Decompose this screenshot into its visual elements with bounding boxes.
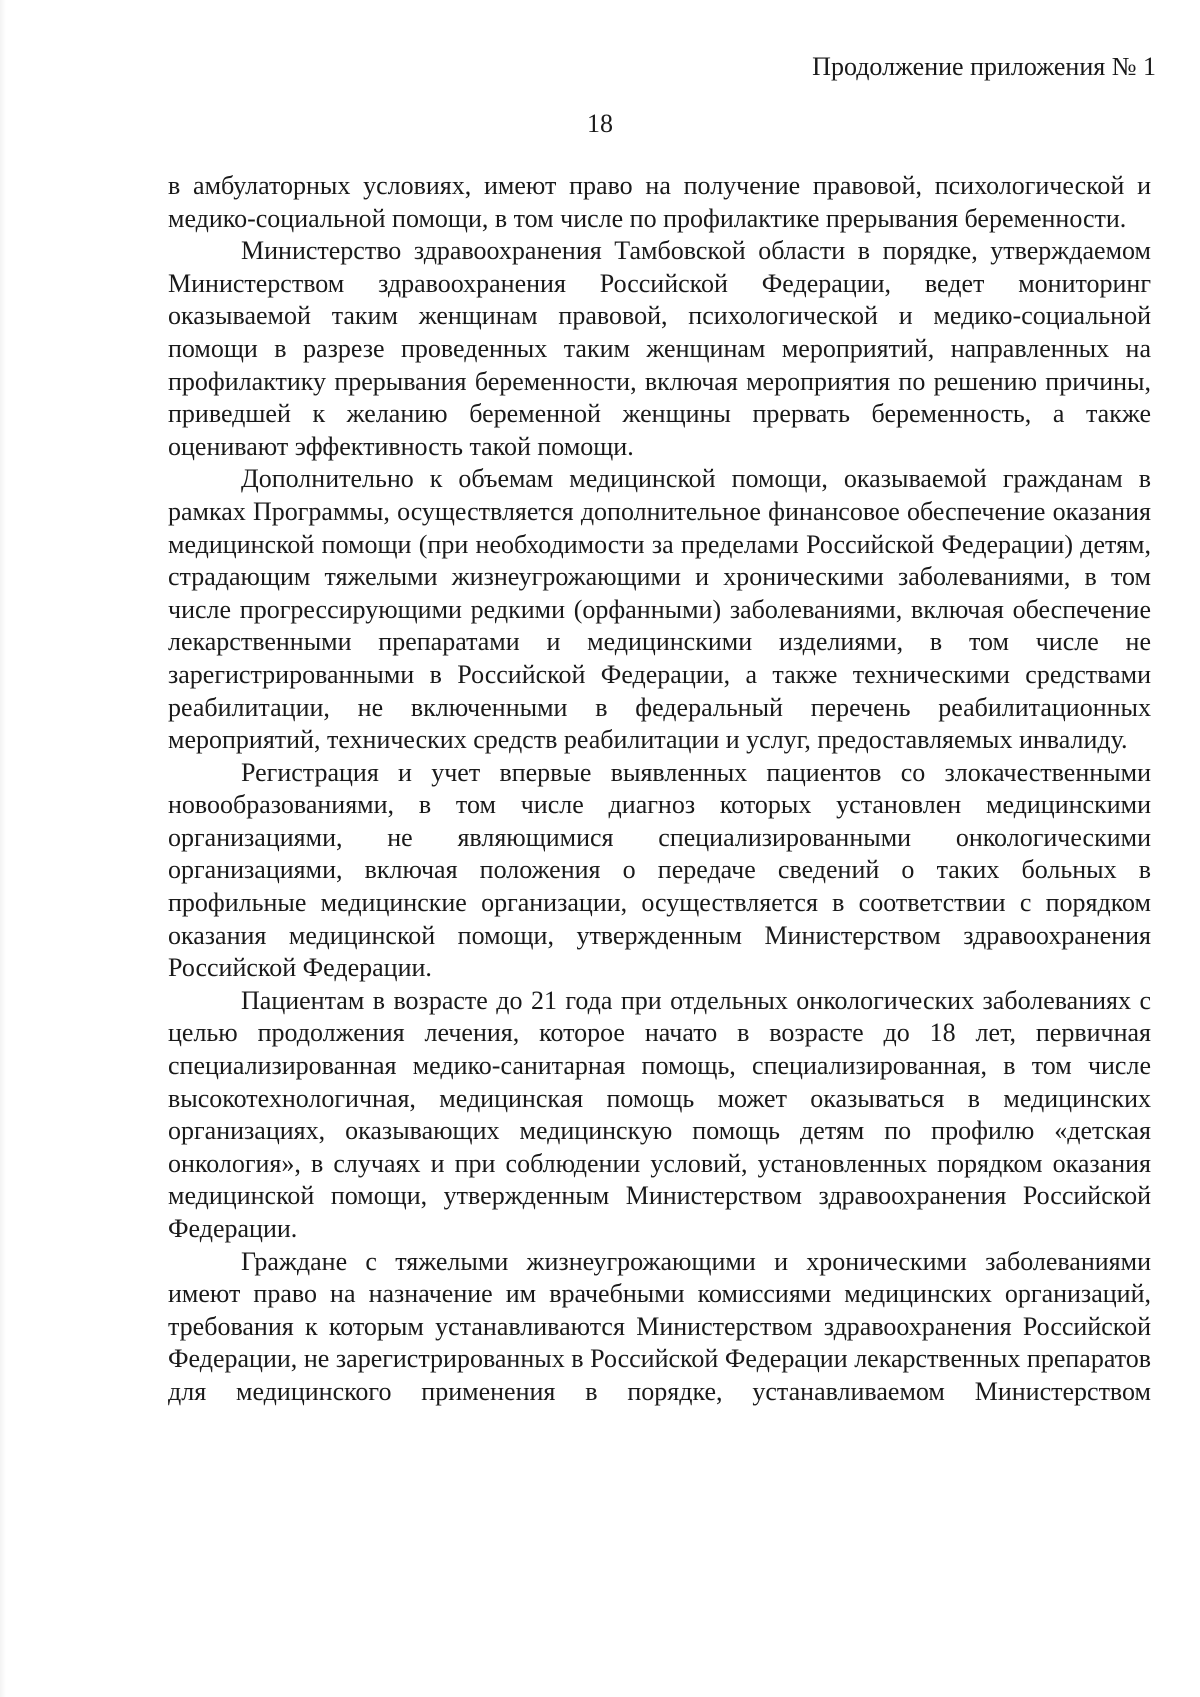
paragraph-6: Граждане с тяжелыми жизнеугрожающими и хроническими заболеваниями имеют право на назначение им врачебными комиссиями медицинских организаций, требования к которым устанавливаются Министерством здравоохранения Российской Федерации, не зарегистрированных в Российской Федерации лекарственных препаратов для медицинского применения в порядке, устанавливаемом Министерством bbox=[168, 1246, 1151, 1406]
document-body bbox=[168, 170, 1151, 1409]
paragraph-2: Министерство здравоохранения Тамбовской области в порядке, утверждаемом Министерством здравоохранения Российской Федерации, ведет мониторинг оказываемой таким женщинам правовой, психологической и медико-социальной помощи в разрезе проведенных таким женщинам мероприятий, направленных на профилактику прерывания беременности, включая мероприятия по решению причины, приведшей к желанию беременной женщины прервать беременность, а также оценивают эффективность такой помощи. bbox=[168, 236, 1151, 461]
paragraph-5: Пациентам в возрасте до 21 года при отдельных онкологических заболеваниях с целью продолжения лечения, которое начато в возрасте до 18 лет, первичная специализированная медико-санитарная помощь, специализированная, в том числе высокотехнологичная, медицинская помощь может оказываться в медицинских организациях, оказывающих медицинскую помощь детям по профилю «детская онкология», в случаях и при соблюдении условий, установленных порядком оказания медицинской помощи, утвержденным Министерством здравоохранения Российской Федерации. bbox=[168, 985, 1151, 1243]
scan-edge-shadow bbox=[0, 0, 6, 1697]
paragraph-1: в амбулаторных условиях, имеют право на получение правовой, психологической и медико-социальной помощи, в том числе по профилактике прерывания беременности. bbox=[168, 171, 1151, 233]
page-number: 18 bbox=[587, 109, 613, 138]
paragraph-4: Регистрация и учет впервые выявленных пациентов со злокачественными новообразованиями, в том числе диагноз которых установлен медицинскими организациями, не являющимися специализированными онкологическими организациями, включая положения о передаче сведений о таких больных в профильные медицинские организации, осуществляется в соответствии с порядком оказания медицинской помощи, утвержденным Министерством здравоохранения Российской Федерации. bbox=[168, 757, 1151, 983]
paragraph-3: Дополнительно к объемам медицинской помощи, оказываемой гражданам в рамках Программы, осуществляется дополнительное финансовое обеспечение оказания медицинской помощи (при необходимости за пределами Российской Федерации) детям, страдающим тяжелыми жизнеугрожающими и хроническими заболеваниями, в том числе прогрессирующими редкими (орфанными) заболеваниями, включая обеспечение лекарственными препаратами и медицинскими изделиями, в том числе не зарегистрированными в Российской Федерации, а также техническими средствами реабилитации, не включенными в федеральный перечень реабилитационных мероприятий, технических средств реабилитации и услуг, предоставляемых инвалиду. bbox=[168, 464, 1151, 755]
appendix-continuation-note: Продолжение приложения № 1 bbox=[812, 52, 1156, 81]
